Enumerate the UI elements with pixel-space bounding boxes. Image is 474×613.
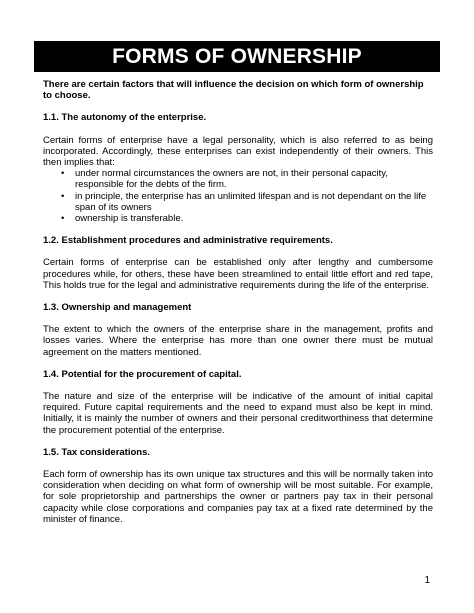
list-item: • in principle, the enterprise has an unlimited lifespan and is not dependant on the life span of its owners: [75, 191, 433, 213]
list-item: • ownership is transferable.: [75, 213, 433, 224]
section-body-1-1: Certain forms of enterprise have a legal personality, which is also referred to as being incorporated. Accordingly, these enterprises can exist independently of their owners. This then implies that:: [43, 134, 433, 169]
autonomy-bullet-list: [43, 168, 433, 224]
section-heading-1-1: 1.1. The autonomy of the enterprise.: [43, 112, 207, 124]
section-body-1-3: The extent to which the owners of the enterprise share in the management, profits and losses varies. Where the enterprise has more than one owner there must be mutual agreement on the matters mentioned.: [43, 324, 433, 358]
section-heading-1-5: 1.5. Tax considerations.: [43, 446, 151, 458]
list-item: • under normal circumstances the owners are not, in their personal capacity, responsible for the debts of the firm.: [75, 168, 433, 190]
section-body-1-4: The nature and size of the enterprise will be indicative of the amount of initial capital required. Future capital requirements and the need to expand must also be kept in mind. Initially, it is mainly the number of owners and their personal creditworthiness that determine the procurement potential of the enterprise.: [43, 391, 433, 436]
page-title: FORMS OF OWNERSHIP: [34, 41, 440, 72]
intro-text: There are certain factors that will influence the decision on which form of ownership to choose.: [43, 79, 424, 102]
section-heading-1-2: 1.2. Establishment procedures and administrative requirements.: [43, 235, 333, 247]
section-heading-1-3: 1.3. Ownership and management: [43, 302, 192, 314]
document-body: [43, 79, 433, 525]
page-number: 1: [424, 575, 430, 586]
section-heading-1-4: 1.4. Potential for the procurement of capital.: [43, 368, 242, 380]
section-body-1-2: Certain forms of enterprise can be established only after lengthy and cumbersome procedures while, for others, these have been streamlined to entail little effort and red tape, This holds true for the legal and administrative requirements during the life of the enterprise.: [43, 257, 433, 291]
section-body-1-5: Each form of ownership has its own unique tax structures and this will be normally taken into consideration when deciding on what form of ownership will be most suitable. For example, for sole proprietorship and partnerships the owner or partners pay tax in their personal capacity while close corporations and companies pay tax at a fixed rate determined by the minister of finance.: [43, 469, 433, 525]
